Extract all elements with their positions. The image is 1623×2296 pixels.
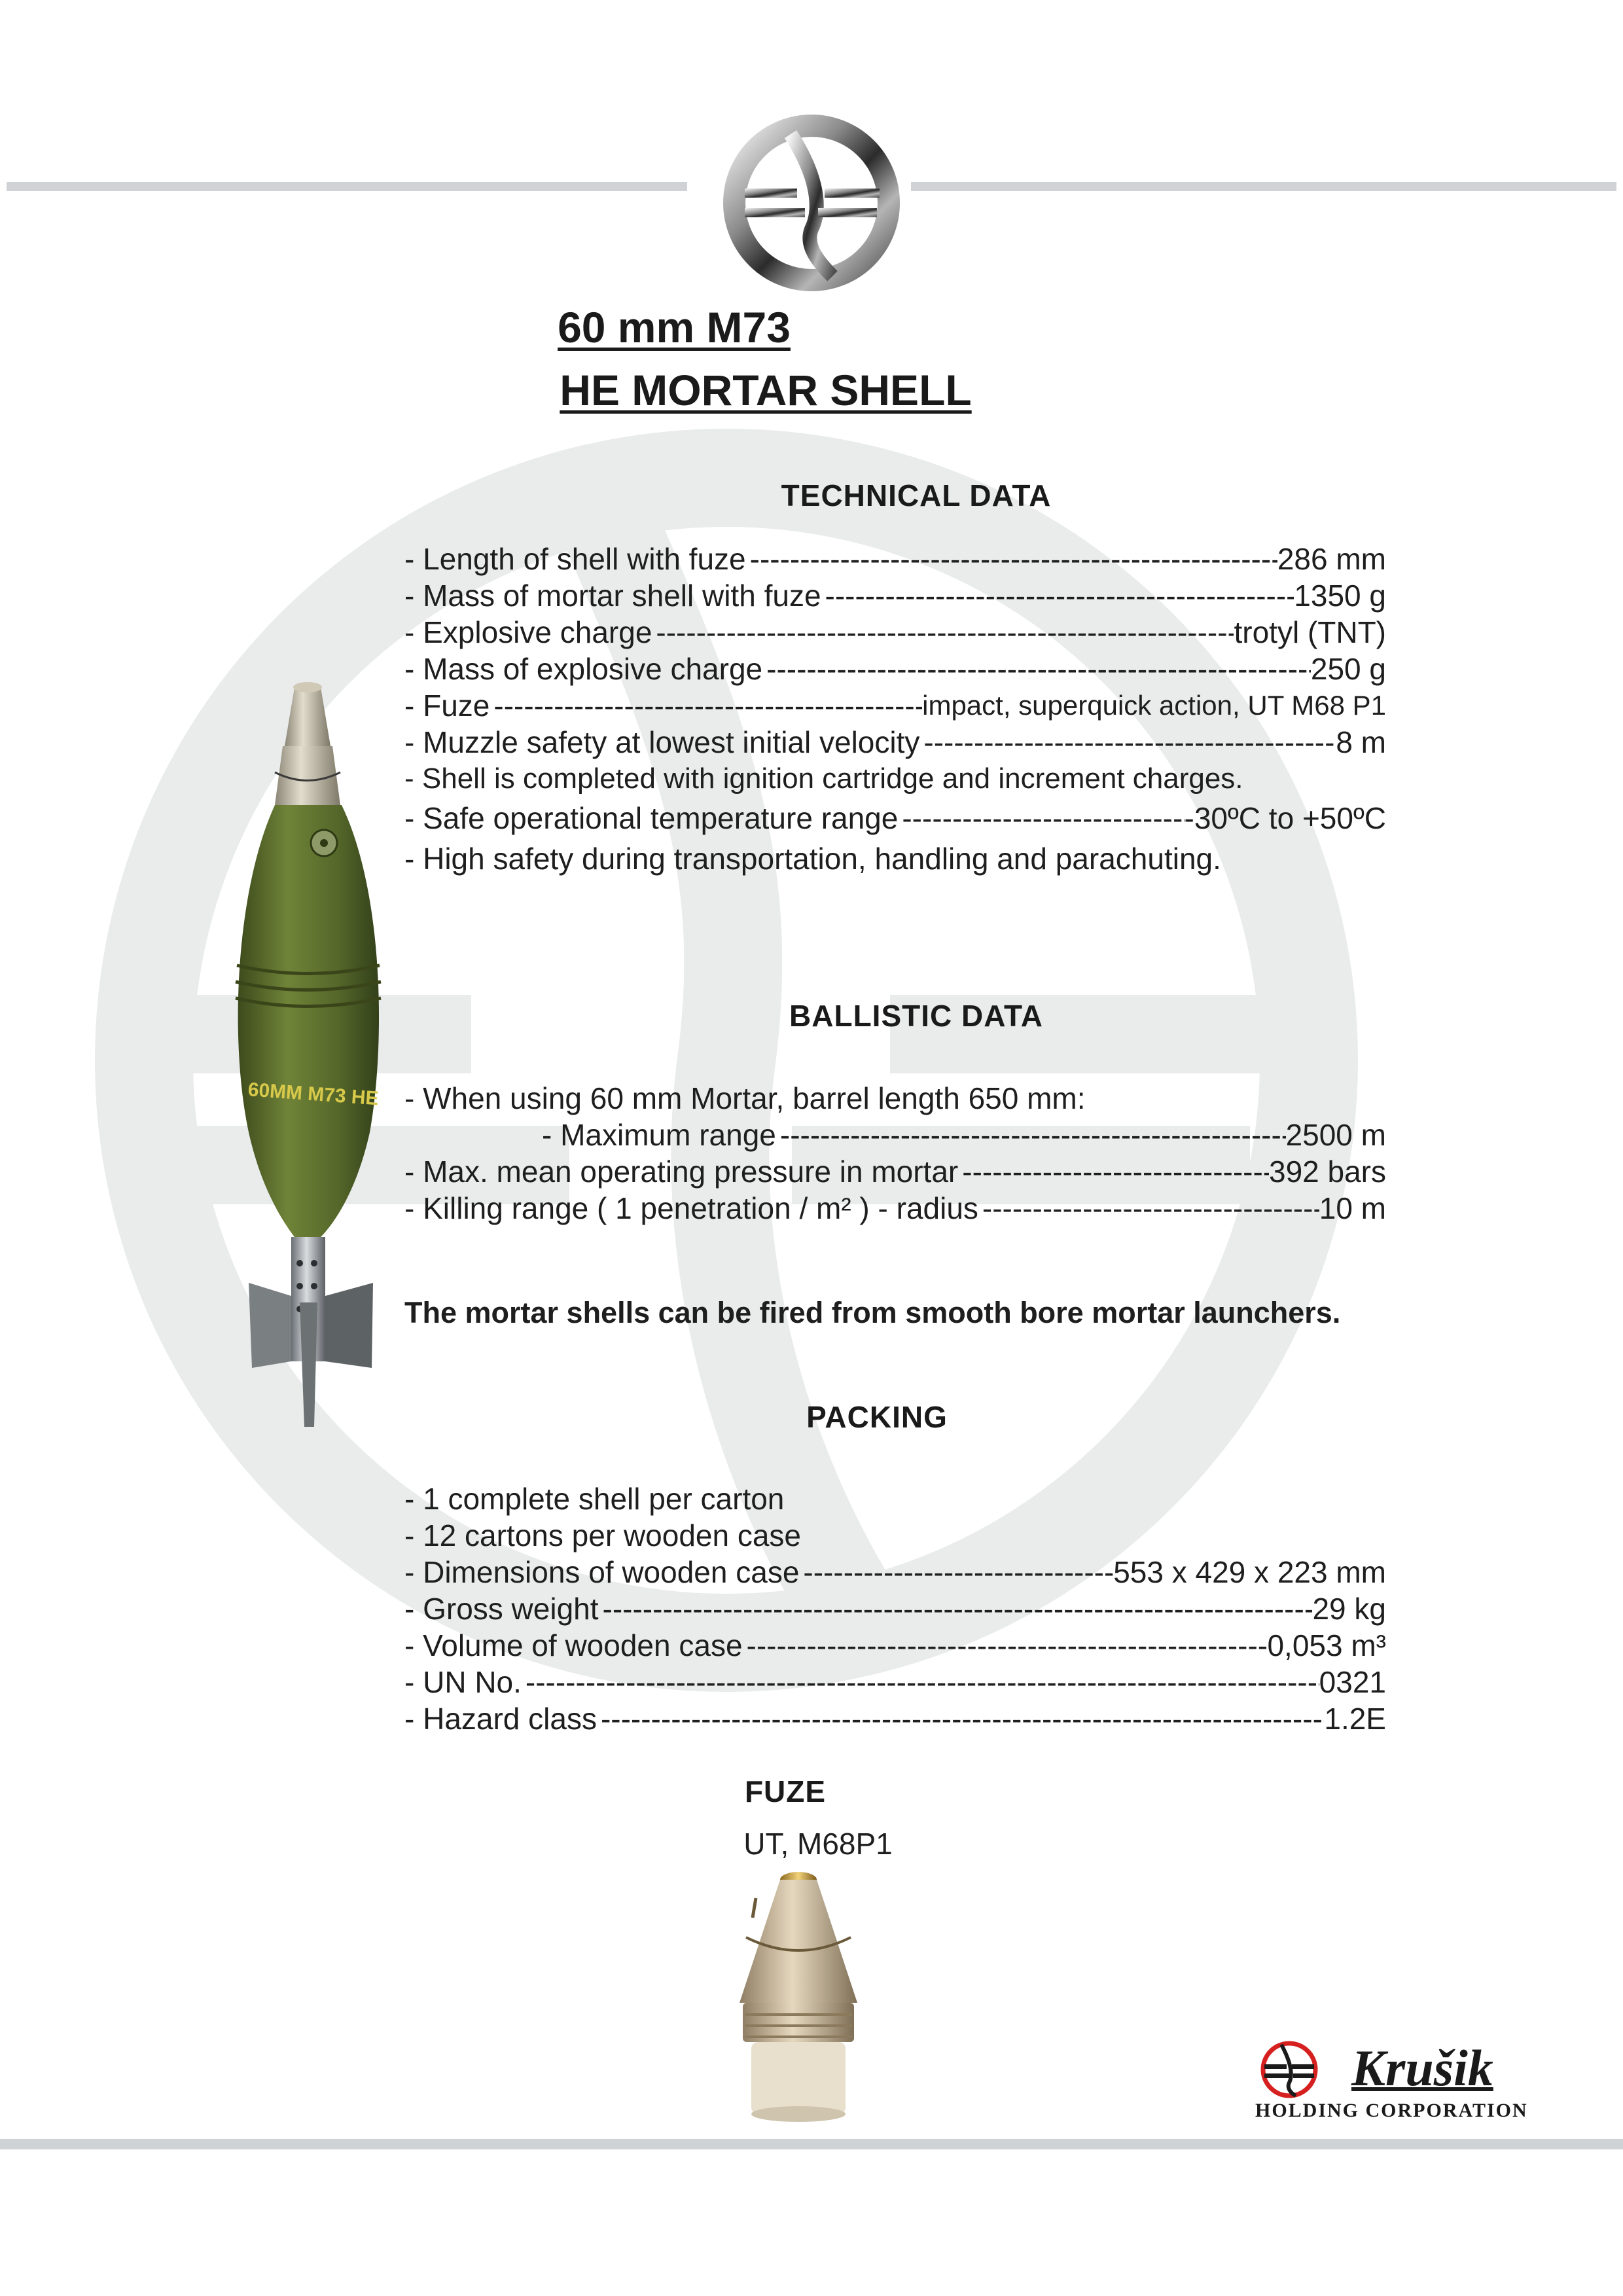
mortar-shell-image — [223, 674, 406, 1479]
packing-row-volume: - Volume of wooden case ----- 0,053 m³ — [404, 1627, 1386, 1664]
technical-heading: TECHNICAL DATA — [781, 478, 1052, 512]
ballistic-intro: - When using 60 mm Mortar, barrel length 650 mm: — [404, 1081, 1086, 1115]
footer-rule — [0, 2139, 1623, 2149]
tech-row-fuze: - Fuze ----- impact, superquick action, UT M68 P1 — [404, 687, 1386, 724]
page-title-line2: HE MORTAR SHELL — [560, 366, 972, 414]
tech-row-temperature: - Safe operational temperature range ----- -30ºC to +50ºC — [404, 800, 1386, 836]
fuze-heading: FUZE — [744, 1774, 827, 1808]
tech-row-safety: - High safety during transportation, handling and parachuting. — [404, 842, 1221, 876]
packing-heading: PACKING — [806, 1400, 948, 1434]
company-emblem-icon — [713, 105, 910, 301]
packing-list — [404, 1480, 1386, 1737]
tech-row-muzzle-safety: - Muzzle safety at lowest initial velocity ----- 8 m — [404, 724, 1386, 761]
fuze-image — [707, 1865, 890, 2127]
packing-row-un-number: - UN No. ----- 0321 — [404, 1664, 1386, 1700]
header-rule-left — [7, 182, 687, 191]
tech-row-completion: - Shell is completed with ignition cartridge and increment charges. — [404, 762, 1243, 795]
packing-row-hazard: - Hazard class ----- 1.2E — [404, 1700, 1386, 1737]
packing-row-carton: - 1 complete shell per carton — [404, 1482, 785, 1516]
tech-row-length: - Length of shell with fuze ----- 286 mm — [404, 541, 1386, 577]
ballistic-row-pressure: - Max. mean operating pressure in mortar ----- 392 bars — [404, 1153, 1386, 1190]
header-rule-right — [911, 182, 1616, 191]
page-title-line1: 60 mm M73 — [558, 303, 791, 351]
tech-row-mass: - Mass of mortar shell with fuze ----- 1350 g — [404, 577, 1386, 614]
launcher-note: The mortar shells can be fired from smooth bore mortar launchers. — [404, 1296, 1341, 1329]
ballistic-list — [404, 1080, 1386, 1227]
corporation-subtitle: HOLDING CORPORATION — [1255, 2100, 1528, 2121]
technical-list — [404, 541, 1386, 877]
tech-row-explosive: - Explosive charge ----- trotyl (TNT) — [404, 614, 1386, 651]
corporation-name: Krušik — [1351, 2039, 1493, 2096]
fuze-model: UT, M68P1 — [743, 1827, 893, 1861]
ballistic-row-range: - Maximum range ----- 2500 m — [404, 1117, 1386, 1153]
packing-row-gross-weight: - Gross weight ----- 29 kg — [404, 1590, 1386, 1627]
packing-row-case: - 12 cartons per wooden case — [404, 1518, 802, 1552]
shell-marking: 60MM M73 HE — [247, 1079, 380, 1110]
ballistic-row-killing-range: - Killing range ( 1 penetration / m² ) - radius ----- 10 m — [404, 1190, 1386, 1227]
ballistic-heading: BALLISTIC DATA — [789, 999, 1043, 1033]
packing-row-dimensions: - Dimensions of wooden case ----- 553 x 429 x 223 mm — [404, 1554, 1386, 1590]
tech-row-explosive-mass: - Mass of explosive charge ----- 250 g — [404, 651, 1386, 687]
